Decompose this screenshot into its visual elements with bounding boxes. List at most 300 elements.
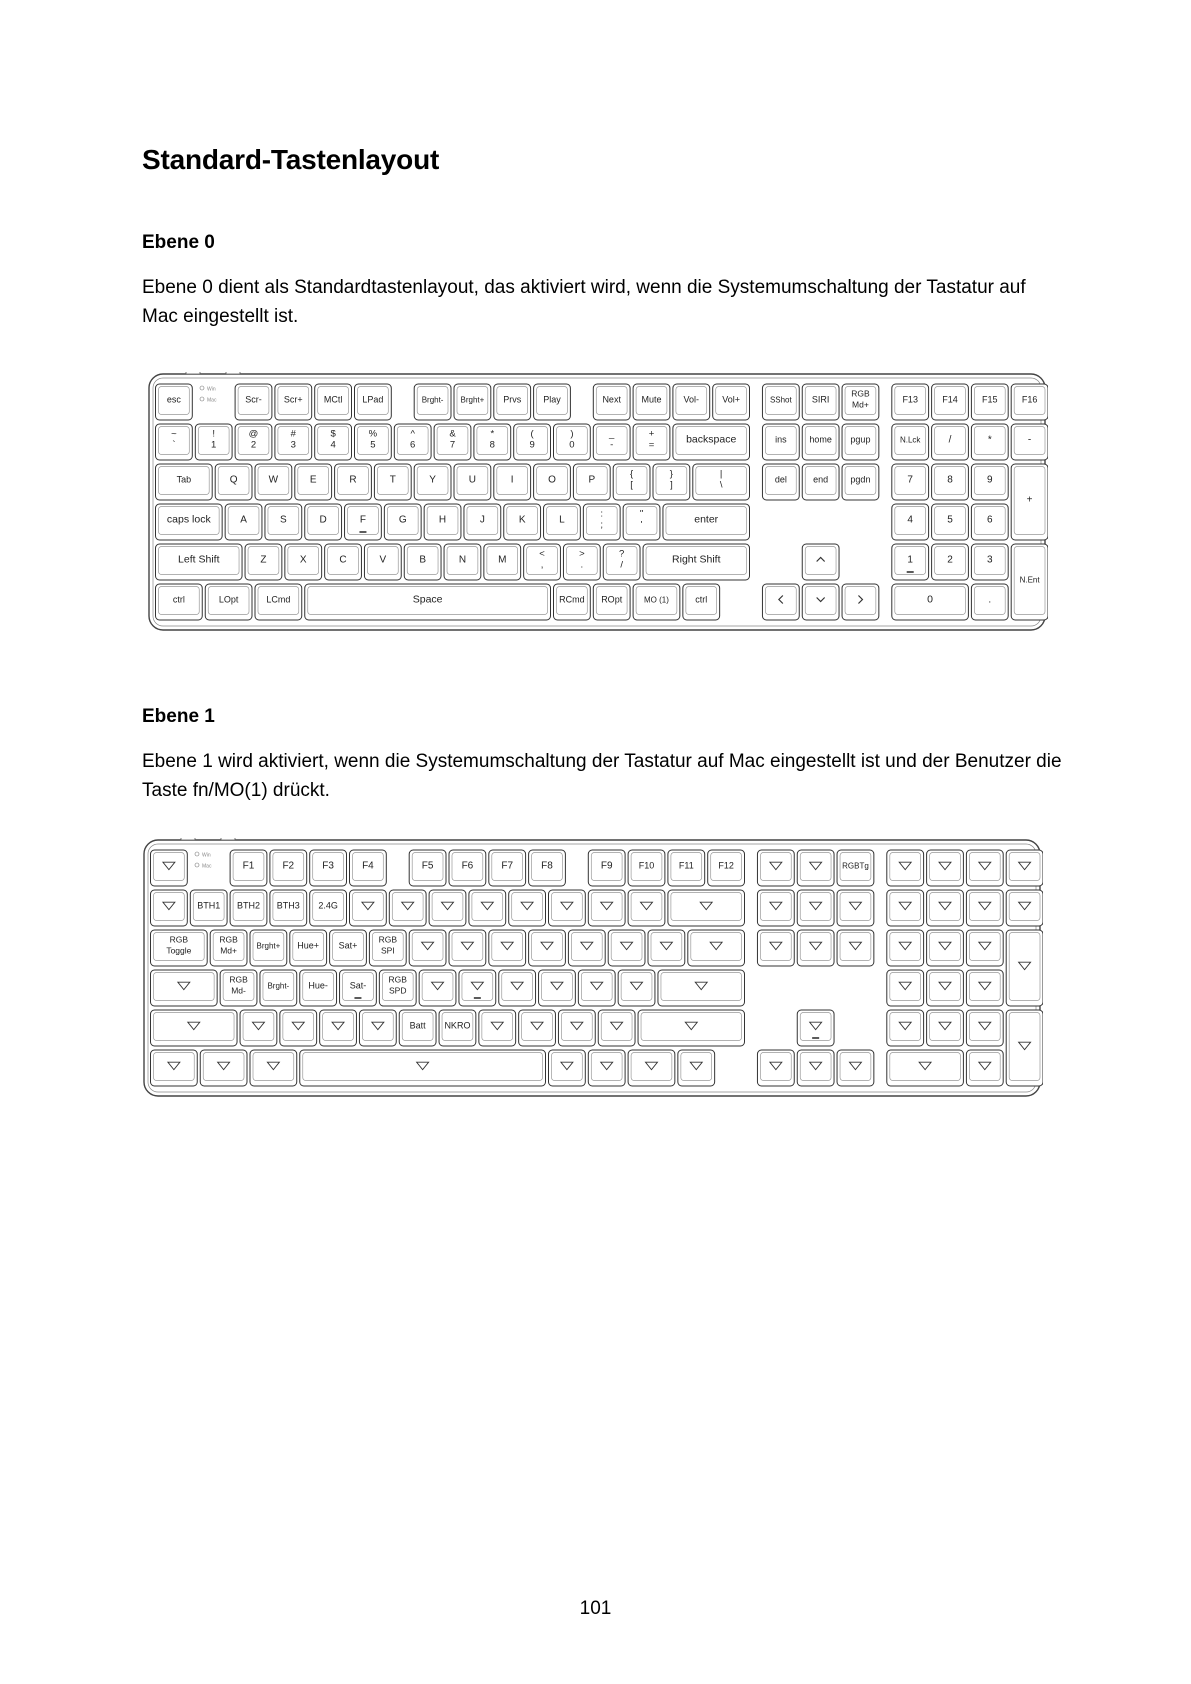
key [519,1010,556,1046]
key [797,1010,834,1046]
key-label: BTH1 [197,900,221,911]
key [932,464,969,500]
key [563,544,600,580]
key [210,930,247,966]
switch-tab-left [186,372,200,374]
key [459,970,496,1006]
key-label: % [368,428,378,440]
section-text-layer-1: Ebene 1 wird aktiviert, wenn die Systemumschaltung der Tastatur auf Mac eingestellt ist und der Benutzer die Taste fn/MO(1) drückt. [142,751,1062,801]
key [762,424,799,460]
key-label: 3 [987,554,993,566]
key-label: 6 [987,514,993,526]
key [156,464,213,500]
key-label: H [438,514,447,526]
key-label: LOpt [218,594,239,605]
key [345,504,382,540]
key-label: caps lock [166,513,211,526]
key [1006,1010,1043,1086]
key-label: Left Shift [178,553,220,566]
key [668,890,745,926]
key [151,850,188,886]
key [837,890,874,926]
key [633,384,670,420]
key [245,544,282,580]
key-label: < [539,548,545,560]
key [359,1010,396,1046]
key [633,584,680,620]
key-label: M [498,554,507,566]
key-label: Prvs [503,394,522,405]
key [837,1050,874,1086]
key-label: 8 [489,439,495,451]
key [509,890,546,926]
key [305,504,342,540]
key [688,930,745,966]
indicator-label: Mac [202,863,212,870]
key [892,384,929,420]
key [927,890,964,926]
key [618,970,655,1006]
key [534,464,571,500]
key [966,1050,1003,1086]
key-label: Hue- [308,980,328,991]
key [454,384,491,420]
key-label: F15 [982,394,998,405]
key [927,930,964,966]
key [544,504,581,540]
switch-tab-right [226,372,240,374]
key-label: del [774,474,787,485]
key [275,424,312,460]
key-label: home [809,434,832,445]
key-label: F2 [282,860,295,872]
key [673,424,750,460]
key [474,424,511,460]
key-label: V [379,554,387,566]
key [887,970,924,1006]
key [663,504,750,540]
key-label: Y [429,474,436,486]
key [658,970,745,1006]
key-label: 2 [947,554,953,566]
key [613,464,650,500]
key [966,930,1003,966]
key-label: F14 [942,394,958,405]
key [554,584,591,620]
key [1006,930,1043,1006]
key [971,584,1008,620]
key [842,464,879,500]
key [270,890,307,926]
key [444,544,481,580]
key [837,850,874,886]
key-label: Md- [231,985,246,996]
key-label: Scr+ [283,394,303,405]
key-label: RGB [378,934,398,945]
key [409,930,446,966]
key [593,424,630,460]
key [379,970,416,1006]
key [802,424,839,460]
key [250,1050,297,1086]
page-title: Standard-Tastenlayout [142,144,440,175]
switch-tab-left [181,838,195,840]
key-label: R [349,474,357,486]
key [524,544,561,580]
key-label: LPad [362,394,384,405]
key [484,544,521,580]
key-outline [1006,930,1043,1006]
key-label: 5 [370,439,376,451]
keyboard-diagram-layer-0 [148,372,1048,634]
key [568,930,605,966]
key-label: 7 [449,439,456,451]
key [494,384,531,420]
key [414,464,451,500]
key [966,890,1003,926]
key [330,930,367,966]
key-label: N [458,554,467,566]
key [757,1050,794,1086]
key-label: RGB [169,934,189,945]
key-label: F6 [461,860,474,872]
section-text-layer-0: Ebene 0 dient als Standardtastenlayout, das aktiviert wird, wenn die Systemumschaltung der Tastatur auf Mac eingestellt ist. [142,277,1026,327]
key [255,464,292,500]
key-label: Brght- [421,395,444,405]
key [449,850,486,886]
key-label: ? [619,548,625,560]
key-label: 2 [250,439,257,451]
key [195,424,232,460]
key-label: F7 [501,860,514,872]
key [419,970,456,1006]
key [598,1010,635,1046]
key [384,504,421,540]
key [151,890,188,926]
key [374,464,411,500]
key [335,464,372,500]
key-label: Brght- [267,981,290,991]
page-number: 101 [579,1598,612,1619]
key [842,424,879,460]
key-label: * [490,428,495,440]
key [708,850,745,886]
key [151,1010,238,1046]
key-label: ctrl [695,594,708,605]
key-label: esc [166,394,181,405]
key [966,970,1003,1006]
key [797,850,834,886]
key [593,584,630,620]
key-label: + [1026,494,1033,506]
key [603,544,640,580]
section-heading-layer-0: Ebene 0 [142,232,215,253]
key-label: S [280,514,287,526]
key-label: / [620,559,623,571]
key-label: I [510,474,514,486]
key-label: 1 [907,554,913,566]
key [494,464,531,500]
key [260,970,297,1006]
key-label: RGB [219,934,238,945]
key-label: , [540,559,544,571]
key-label: = [648,439,655,451]
key-label: ctrl [172,594,185,605]
indicator-label: Win [202,852,211,859]
key [628,850,665,886]
key-label: . [988,594,992,606]
indicator-label: Mac [207,397,217,404]
key-label: F3 [322,860,334,872]
key-label: F10 [638,860,655,871]
key-label: > [579,548,585,560]
key [554,424,591,460]
key [932,544,969,580]
key [633,424,670,460]
key-label: Brght+ [460,395,485,405]
key [892,464,929,500]
key [549,1050,586,1086]
key-label: # [290,428,296,440]
key [389,890,426,926]
key-label: Md+ [852,399,869,410]
key [424,504,461,540]
key-label: N.Lck [899,435,921,445]
key [628,890,665,926]
key [578,970,615,1006]
key [414,384,451,420]
key-label: SPI [380,945,395,956]
key [399,1010,436,1046]
key-label: Sat+ [338,940,358,951]
key-label: F16 [1021,394,1038,405]
key [593,384,630,420]
key-label: pgup [850,434,871,445]
key [762,384,799,420]
key-label: 4 [907,514,913,526]
key [757,890,794,926]
key [355,424,392,460]
key-label: B [419,554,426,566]
key [638,1010,744,1046]
key-label: Batt [409,1020,426,1031]
key [573,464,610,500]
key-label: SShot [769,395,792,405]
key-label: Right Shift [672,553,721,566]
key [280,1010,317,1046]
key-label: Scr- [245,394,262,405]
key-label: 0 [927,593,934,606]
key-label: / [948,434,952,446]
key [240,1010,277,1046]
key [449,930,486,966]
key [529,930,566,966]
key-label: ^ [410,428,415,440]
key-label: ROpt [601,594,623,605]
key-label: G [398,514,407,526]
key [439,1010,476,1046]
key-label: 9 [987,474,993,486]
key-label: & [449,428,456,440]
key-label: F1 [242,860,255,872]
key-label: T [389,474,396,486]
key [434,424,471,460]
key [1011,544,1048,620]
key-label: \ [719,479,723,491]
key [1011,384,1048,420]
key-label: Mute [641,394,662,405]
key [315,424,352,460]
indicator-label: Win [207,386,216,393]
key [156,424,193,460]
key-label: RGB [851,388,870,399]
key-label: end [813,474,829,485]
key-label: . [580,559,584,571]
key [355,384,392,420]
key-label: ! [212,428,216,440]
key [200,1050,247,1086]
key-label: F11 [678,860,694,871]
key-label: O [548,474,556,486]
key [1006,850,1043,886]
key [693,464,750,500]
key [250,930,287,966]
key-label: X [299,554,307,566]
key [927,1010,964,1046]
key [678,1050,715,1086]
key-label: F12 [718,860,734,871]
key [966,1010,1003,1046]
key [369,930,406,966]
key [310,890,347,926]
key [802,384,839,420]
key [971,504,1008,540]
key-label: J [479,514,485,526]
key [887,1050,964,1086]
key [797,890,834,926]
key [757,850,794,886]
switch-tab-right [221,838,235,840]
key-label: 6 [410,439,416,451]
key [927,850,964,886]
key [156,544,243,580]
key [364,544,401,580]
key-label: ( [530,428,534,440]
key-label: 3 [290,439,296,451]
key-label: Tab [176,474,192,485]
key-label: 7 [907,474,913,486]
key [156,384,193,420]
key [529,850,566,886]
key [971,544,1008,580]
key-label: K [518,514,526,526]
key-label: 2.4G [318,900,338,911]
key [215,464,252,500]
key [966,850,1003,886]
key [1006,890,1043,926]
key [151,970,218,1006]
key-label: Z [260,554,267,566]
key-label: { [630,468,634,480]
key-label: RGB [229,974,248,985]
key [837,930,874,966]
key [643,544,749,580]
key [558,1010,595,1046]
key-label: Toggle [166,945,192,956]
key-label: Space [412,593,443,606]
key-label: : [600,508,604,520]
key [932,424,969,460]
key [504,504,541,540]
key-label: ; [600,519,604,531]
key [534,384,571,420]
key [757,930,794,966]
key-label: + [648,428,655,440]
key-label: pgdn [850,474,871,485]
key [156,504,223,540]
key [588,1050,625,1086]
key-label: RGB [388,974,407,985]
key [151,1050,198,1086]
key-label: Md+ [220,945,237,956]
key [887,850,924,886]
key [464,504,501,540]
key-label: 5 [947,514,953,526]
key [469,890,506,926]
key [300,1050,546,1086]
key [842,384,879,420]
key-label: - [610,439,614,451]
key [588,850,625,886]
key-label: $ [330,428,336,440]
key [673,384,710,420]
key [797,1050,834,1086]
key-label: ] [670,479,673,491]
key [479,1010,516,1046]
key-label: P [588,474,596,486]
key [713,384,750,420]
key [608,930,645,966]
section-heading-layer-1: Ebene 1 [142,706,215,727]
key-label: Next [602,394,621,405]
key [499,970,536,1006]
key-label: [ [630,479,633,491]
key-label: F5 [421,860,434,872]
key [892,504,929,540]
key [583,504,620,540]
key [350,850,387,886]
key [285,544,322,580]
key [325,544,362,580]
key-label: Vol- [683,394,700,405]
key [265,504,302,540]
key [230,890,267,926]
key [932,384,969,420]
key-label: F13 [902,394,918,405]
key-label: " [639,508,644,520]
key [235,384,272,420]
key-label: NKRO [444,1020,471,1031]
key [892,544,929,580]
key-label: ~ [171,428,177,440]
key-label: MO (1) [644,595,669,605]
key [762,464,799,500]
key-label: ' [640,519,643,531]
key [404,544,441,580]
key-label: Play [543,394,561,405]
key [927,970,964,1006]
key-label: C [339,554,347,566]
